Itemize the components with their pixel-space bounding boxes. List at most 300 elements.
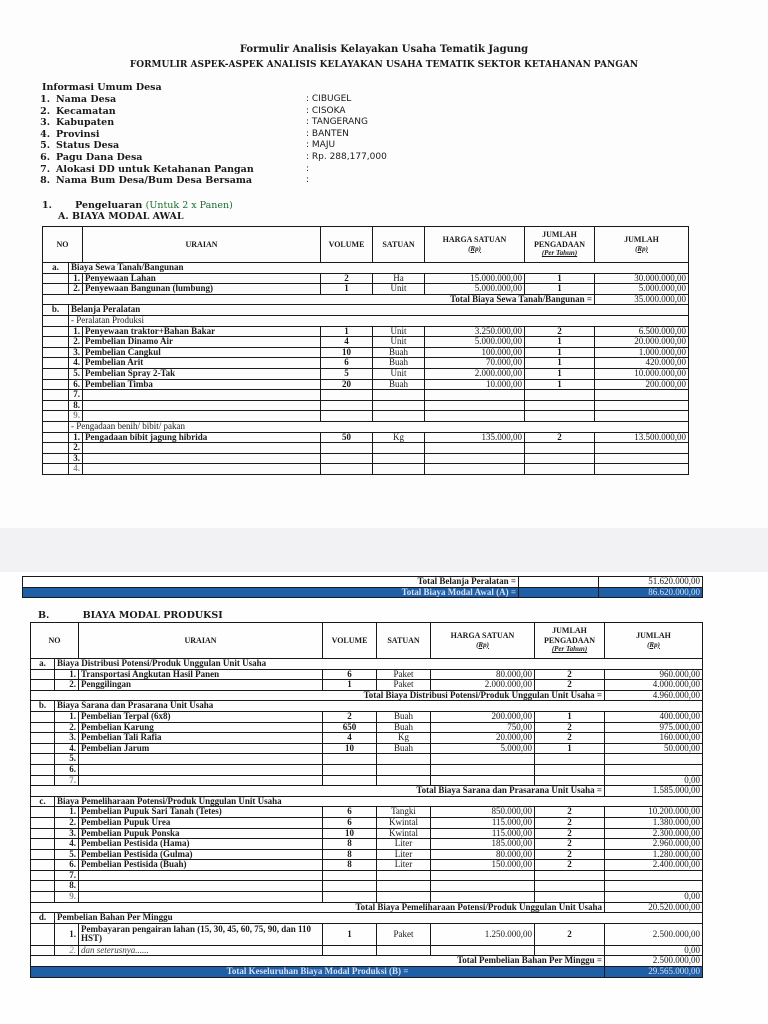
item-row [31, 669, 703, 680]
item-uraian: Penyewaan traktor+Bahan Bakar [83, 326, 321, 337]
blank-cell [431, 881, 535, 892]
item-pengadaan: 2 [535, 669, 605, 680]
blank-cell [83, 453, 321, 464]
item-uraian: Pembayaran pengairan lahan (15, 30, 45, 60, 75, 90, dan 110 HST) [79, 923, 323, 945]
document-title: Formulir Analisis Kelayakan Usaha Tematik Jagung [239, 44, 529, 55]
item-jumlah: 6.500.000,00 [595, 326, 689, 337]
item-volume: 8 [323, 839, 377, 850]
total-value: 20.520.000,00 [605, 902, 703, 913]
subsection-row [43, 421, 689, 432]
info-heading: Informasi Umum Desa [42, 82, 162, 93]
item-harga: 10.000,00 [425, 379, 525, 390]
blank-cell [595, 453, 689, 464]
item-satuan: Buah [373, 358, 425, 369]
item-no: 1. [55, 711, 79, 722]
blank-cell [31, 680, 55, 691]
modal-produksi-grand-value: 29.565.000,00 [605, 967, 703, 978]
item-no: 4. [55, 839, 79, 850]
header-jumlah-unit: (Rp) [647, 640, 660, 649]
blank-cell [323, 775, 377, 786]
info-num: 4. [40, 128, 50, 140]
item-jumlah: 2.400.000,00 [605, 860, 703, 871]
blank-cell [377, 764, 431, 775]
section-b-title [38, 610, 223, 621]
item-no: 2. [69, 443, 83, 454]
blank-cell [43, 411, 69, 422]
info-label: Kabupaten [56, 117, 115, 129]
blank-cell [525, 443, 595, 454]
info-value: : TANGERANG [306, 117, 368, 128]
item-volume: 50 [321, 432, 373, 443]
item-harga: 135.000,00 [425, 432, 525, 443]
item-volume: 650 [323, 722, 377, 733]
item-uraian: Pembelian Jarum [79, 743, 323, 754]
info-value: : [306, 163, 310, 174]
item-row [43, 358, 689, 369]
modal-produksi-table [30, 622, 703, 978]
item-row [31, 849, 703, 860]
blank-cell [425, 464, 525, 475]
blank-cell [373, 411, 425, 422]
info-value: : Rp. 288,177,000 [306, 151, 387, 162]
blank-cell [31, 775, 55, 786]
item-jumlah: 2.500.000,00 [605, 923, 703, 945]
blank-cell [79, 870, 323, 881]
item-jumlah: 160.000,00 [605, 733, 703, 744]
item-uraian: dan seterusnya...... [79, 945, 323, 956]
item-no: 1. [55, 669, 79, 680]
item-pengadaan: 2 [525, 326, 595, 337]
belanja-peralatan-total-blank [519, 577, 599, 588]
item-satuan: Liter [377, 860, 431, 871]
header-harga-label: HARGA SATUAN [450, 630, 515, 640]
blank-cell [321, 443, 373, 454]
item-row [43, 337, 689, 348]
item-uraian: Pembelian Timba [83, 379, 321, 390]
blank-cell [605, 881, 703, 892]
item-volume: 10 [321, 347, 373, 358]
blank-cell [431, 945, 535, 956]
item-no: 5. [55, 849, 79, 860]
section-row [31, 659, 703, 670]
item-row [43, 432, 689, 443]
subsection-title: - Peralatan Produksi [69, 315, 689, 326]
item-uraian: Pengadaan bibit jagung hibrida [83, 432, 321, 443]
header-pengadaan-unit: (Per Tahun) [551, 645, 588, 654]
section-title: Biaya Sarana dan Prasarana Unit Usaha [55, 701, 703, 712]
section-row [43, 305, 689, 316]
info-num: 2. [40, 105, 50, 117]
item-volume: 2 [323, 711, 377, 722]
section-code: b. [43, 305, 69, 316]
blank-cell [431, 892, 535, 903]
item-no: 2. [55, 945, 79, 956]
item-uraian: Pembelian Tali Rafia [79, 733, 323, 744]
belanja-peralatan-total-label: Total Belanja Peralatan = [23, 577, 519, 588]
section-b-label: BIAYA MODAL PRODUKSI [82, 610, 223, 621]
item-harga: 5.000.000,00 [425, 337, 525, 348]
item-volume: 8 [323, 860, 377, 871]
blank-cell [373, 400, 425, 411]
blank-cell [373, 464, 425, 475]
item-jumlah: 420.000,00 [595, 358, 689, 369]
item-row [43, 379, 689, 390]
item-jumlah: 4.000.000,00 [605, 680, 703, 691]
page-two [0, 572, 768, 1024]
pengeluaran-note: (Untuk 2 x Panen) [145, 200, 233, 211]
item-volume: 1 [321, 284, 373, 295]
item-row [43, 368, 689, 379]
blank-cell [323, 754, 377, 765]
modal-awal-grand-label: Total Biaya Modal Awal (A) = [23, 587, 519, 598]
modal-awal-totals [22, 576, 703, 598]
section-row [31, 701, 703, 712]
item-satuan: Buah [377, 711, 431, 722]
blank-cell [431, 764, 535, 775]
item-satuan: Unit [373, 368, 425, 379]
info-num: 6. [40, 151, 50, 163]
item-harga: 5.000,00 [431, 743, 535, 754]
info-row [30, 140, 387, 152]
blank-cell [79, 754, 323, 765]
item-pengadaan: 1 [525, 347, 595, 358]
item-row [43, 347, 689, 358]
blank-row [31, 870, 703, 881]
item-no: 7. [55, 870, 79, 881]
item-pengadaan: 1 [525, 284, 595, 295]
header-volume: VOLUME [323, 623, 377, 659]
item-jumlah: 20.000.000,00 [595, 337, 689, 348]
info-num: 3. [40, 117, 50, 129]
item-uraian: Pembelian Dinamo Air [83, 337, 321, 348]
info-value: : MAJU [306, 140, 336, 151]
pengeluaran-label: Pengeluaran [75, 200, 143, 211]
blank-cell [323, 764, 377, 775]
blank-cell [377, 870, 431, 881]
item-satuan: Unit [373, 337, 425, 348]
item-row [31, 733, 703, 744]
blank-row [31, 754, 703, 765]
info-value: : [306, 175, 310, 186]
blank-cell [605, 754, 703, 765]
item-satuan: Kg [377, 733, 431, 744]
blank-cell [31, 669, 55, 680]
header-harga-unit: (Rp) [476, 640, 489, 649]
header-uraian: URAIAN [83, 227, 321, 263]
item-row [31, 711, 703, 722]
info-label: Provinsi [56, 128, 100, 140]
blank-cell [323, 945, 377, 956]
item-jumlah: 5.000.000,00 [595, 284, 689, 295]
info-row [30, 129, 387, 141]
blank-cell [323, 892, 377, 903]
total-label: Total Biaya Sewa Tanah/Bangunan = [43, 294, 595, 305]
section-row [31, 796, 703, 807]
item-volume: 6 [321, 358, 373, 369]
item-row [31, 923, 703, 945]
header-pengadaan [535, 623, 605, 659]
item-harga: 2.000.000,00 [425, 368, 525, 379]
item-pengadaan: 1 [535, 743, 605, 754]
blank-row [43, 390, 689, 401]
blank-cell [373, 443, 425, 454]
item-row [31, 828, 703, 839]
header-jumlah-label: JUMLAH [624, 234, 659, 244]
info-row [30, 94, 387, 106]
header-no: NO [31, 623, 79, 659]
header-satuan: SATUAN [377, 623, 431, 659]
item-satuan: Kg [373, 432, 425, 443]
blank-cell [323, 870, 377, 881]
info-row [30, 117, 387, 129]
item-pengadaan: 2 [535, 733, 605, 744]
item-pengadaan: 2 [525, 432, 595, 443]
item-jumlah: 2.300.000,00 [605, 828, 703, 839]
blank-cell [31, 828, 55, 839]
item-uraian: Penyewaan Bangunan (lumbung) [83, 284, 321, 295]
item-satuan: Buah [377, 743, 431, 754]
subsection-row [43, 315, 689, 326]
item-satuan: Unit [373, 284, 425, 295]
blank-row [43, 453, 689, 464]
item-no: 3. [69, 347, 83, 358]
item-no: 1. [55, 807, 79, 818]
info-label: Nama Bum Desa/Bum Desa Bersama [56, 175, 253, 187]
item-harga: 80.000,00 [431, 849, 535, 860]
item-volume: 1 [323, 680, 377, 691]
blank-cell [83, 390, 321, 401]
header-uraian: URAIAN [79, 623, 323, 659]
info-label: Nama Desa [56, 94, 117, 105]
info-label: Kecamatan [56, 105, 116, 117]
info-label: Pagu Dana Desa [56, 151, 143, 163]
section-title: Pembelian Bahan Per Minggu [55, 913, 703, 924]
section-row [43, 263, 689, 274]
blank-cell [321, 453, 373, 464]
blank-cell [321, 400, 373, 411]
item-volume: 6 [323, 807, 377, 818]
total-value: 4.960.000,00 [605, 690, 703, 701]
blank-cell [321, 390, 373, 401]
modal-awal-grand-value: 86.620.000,00 [599, 587, 703, 598]
blank-cell [535, 892, 605, 903]
blank-cell [535, 764, 605, 775]
modal-produksi-grand-label: Total Keseluruhan Biaya Modal Produksi (B) = [31, 967, 605, 978]
blank-cell [31, 945, 55, 956]
item-uraian: Pembelian Karung [79, 722, 323, 733]
item-pengadaan: 1 [525, 358, 595, 369]
item-pengadaan: 1 [525, 337, 595, 348]
item-satuan: Liter [377, 839, 431, 850]
blank-cell [79, 892, 323, 903]
info-label: Alokasi DD untuk Ketahanan Pangan [56, 163, 254, 175]
item-satuan: Buah [373, 347, 425, 358]
blank-cell [323, 881, 377, 892]
item-uraian: Penyewaan Lahan [83, 273, 321, 284]
blank-cell [31, 754, 55, 765]
blank-cell [377, 775, 431, 786]
item-satuan: Unit [373, 326, 425, 337]
blank-cell [31, 817, 55, 828]
item-harga: 15.000.000,00 [425, 273, 525, 284]
belanja-peralatan-total-value: 51.620.000,00 [599, 577, 703, 588]
item-uraian: Pembelian Pupuk Urea [79, 817, 323, 828]
item-harga: 100.000,00 [425, 347, 525, 358]
info-label: Status Desa [56, 140, 120, 152]
item-row [31, 817, 703, 828]
item-volume: 8 [323, 849, 377, 860]
blank-cell [377, 754, 431, 765]
info-row [30, 152, 387, 164]
item-jumlah: 0,00 [605, 892, 703, 903]
document-subtitle: FORMULIR ASPEK-ASPEK ANALISIS KELAYAKAN USAHA TEMATIK SEKTOR KETAHANAN PANGAN [129, 60, 639, 70]
blank-cell [595, 411, 689, 422]
item-row [31, 839, 703, 850]
item-harga: 80.000,00 [431, 669, 535, 680]
blank-row [43, 464, 689, 475]
item-volume: 1 [323, 923, 377, 945]
blank-cell [43, 368, 69, 379]
header-jumlah-unit: (Rp) [635, 244, 648, 253]
subsection-title: - Pengadaan benih/ bibit/ pakan [69, 421, 689, 432]
item-no: 3. [69, 453, 83, 464]
blank-cell [31, 711, 55, 722]
header-volume: VOLUME [321, 227, 373, 263]
item-volume: 4 [323, 733, 377, 744]
item-no: 9. [55, 892, 79, 903]
blank-cell [595, 390, 689, 401]
blank-cell [43, 284, 69, 295]
item-row [31, 807, 703, 818]
item-no: 7. [55, 775, 79, 786]
blank-cell [31, 733, 55, 744]
section-b-code: B. [38, 610, 50, 621]
item-volume: 2 [321, 273, 373, 284]
item-harga: 70.000,00 [425, 358, 525, 369]
blank-cell [31, 807, 55, 818]
item-volume: 6 [323, 817, 377, 828]
item-jumlah: 10.000.000,00 [595, 368, 689, 379]
item-harga: 150.000,00 [431, 860, 535, 871]
item-jumlah: 2.960.000,00 [605, 839, 703, 850]
blank-cell [83, 443, 321, 454]
blank-cell [425, 400, 525, 411]
blank-cell [79, 881, 323, 892]
blank-cell [525, 411, 595, 422]
blank-cell [431, 870, 535, 881]
item-row [31, 860, 703, 871]
blank-cell [83, 400, 321, 411]
blank-cell [535, 754, 605, 765]
page-gap [0, 528, 768, 572]
blank-cell [525, 400, 595, 411]
item-no: 4. [69, 464, 83, 475]
blank-cell [605, 870, 703, 881]
item-satuan: Liter [377, 849, 431, 860]
header-satuan: SATUAN [373, 227, 425, 263]
item-no: 1. [55, 923, 79, 945]
blank-cell [43, 337, 69, 348]
item-jumlah: 400.000,00 [605, 711, 703, 722]
section-title: Belanja Peralatan [69, 305, 689, 316]
blank-cell [31, 923, 55, 945]
header-harga-label: HARGA SATUAN [442, 234, 507, 244]
item-uraian: Pembelian Pupuk Ponska [79, 828, 323, 839]
blank-cell [43, 421, 69, 432]
blank-cell [373, 390, 425, 401]
item-harga: 20.000,00 [431, 733, 535, 744]
blank-cell [43, 400, 69, 411]
item-volume: 10 [323, 743, 377, 754]
item-uraian: Pembelian Pupuk Sari Tanah (Tetes) [79, 807, 323, 818]
blank-row [31, 764, 703, 775]
item-no: 8. [55, 881, 79, 892]
item-row [43, 273, 689, 284]
blank-cell [377, 892, 431, 903]
item-pengadaan: 2 [535, 722, 605, 733]
item-harga: 750,00 [431, 722, 535, 733]
item-pengadaan: 1 [535, 711, 605, 722]
section-title: Biaya Distribusi Potensi/Produk Unggulan Unit Usaha [55, 659, 703, 670]
item-row [31, 743, 703, 754]
item-volume: 6 [323, 669, 377, 680]
item-no: 5. [55, 754, 79, 765]
blank-cell [31, 743, 55, 754]
item-satuan: Tangki [377, 807, 431, 818]
blank-cell [535, 775, 605, 786]
blank-cell [31, 881, 55, 892]
blank-cell [43, 358, 69, 369]
total-row [31, 956, 703, 967]
item-pengadaan: 2 [535, 849, 605, 860]
item-no: 9. [69, 411, 83, 422]
item-no: 6. [55, 764, 79, 775]
item-no: 3. [55, 828, 79, 839]
item-jumlah: 30.000.000,00 [595, 273, 689, 284]
blank-cell [43, 432, 69, 443]
section-title: Biaya Pemeliharaan Potensi/Produk Unggulan Unit Usaha [55, 796, 703, 807]
item-uraian: Pembelian Pestisida (Hama) [79, 839, 323, 850]
blank-cell [373, 453, 425, 464]
item-jumlah: 960.000,00 [605, 669, 703, 680]
item-volume: 20 [321, 379, 373, 390]
blank-cell [535, 881, 605, 892]
total-label: Total Biaya Pemeliharaan Potensi/Produk Unggulan Unit Usaha [31, 902, 605, 913]
item-no: 2. [69, 284, 83, 295]
item-satuan: Ha [373, 273, 425, 284]
item-jumlah: 1.000.000,00 [595, 347, 689, 358]
header-jumlah-label: JUMLAH [636, 630, 671, 640]
blank-cell [31, 849, 55, 860]
item-no: 4. [55, 743, 79, 754]
blank-cell [31, 722, 55, 733]
info-value: : BANTEN [306, 128, 349, 139]
blank-cell [425, 453, 525, 464]
item-no: 1. [69, 326, 83, 337]
item-jumlah: 1.280.000,00 [605, 849, 703, 860]
item-pengadaan: 1 [525, 379, 595, 390]
total-value: 2.500.000,00 [605, 956, 703, 967]
blank-row [43, 443, 689, 454]
item-satuan: Buah [373, 379, 425, 390]
blank-cell [31, 764, 55, 775]
item-uraian: Pembelian Pestisida (Buah) [79, 860, 323, 871]
item-row [43, 284, 689, 295]
section-row [31, 913, 703, 924]
grand-total-row [31, 967, 703, 978]
item-jumlah: 50.000,00 [605, 743, 703, 754]
info-num: 7. [40, 163, 50, 175]
